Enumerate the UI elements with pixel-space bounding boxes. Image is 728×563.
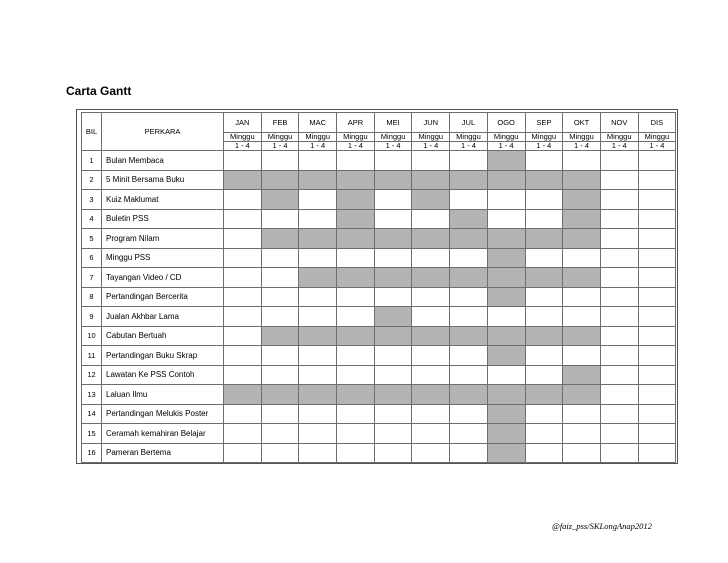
gantt-bar-cell [563,268,601,288]
gantt-bar-cell [224,385,262,405]
week-label: Minggu [600,133,638,142]
gantt-bar-cell [525,385,563,405]
gantt-empty-cell [487,365,525,385]
gantt-empty-cell [600,268,638,288]
gantt-empty-cell [487,209,525,229]
gantt-empty-cell [224,346,262,366]
gantt-empty-cell [224,443,262,463]
gantt-empty-cell [261,424,299,444]
gantt-bar-cell [412,229,450,249]
month-header-apr: APR [337,113,375,133]
gantt-empty-cell [374,248,412,268]
task-name: Buletin PSS [102,209,224,229]
gantt-bar-cell [261,190,299,210]
gantt-empty-cell [261,443,299,463]
gantt-empty-cell [374,190,412,210]
gantt-bar-cell [261,326,299,346]
gantt-empty-cell [261,365,299,385]
week-range: 1 - 4 [261,142,299,151]
gantt-empty-cell [224,307,262,327]
gantt-bar-cell [487,268,525,288]
gantt-empty-cell [374,365,412,385]
gantt-empty-cell [299,346,337,366]
gantt-empty-cell [563,404,601,424]
gantt-bar-cell [563,190,601,210]
gantt-bar-cell [450,209,488,229]
gantt-empty-cell [525,404,563,424]
gantt-empty-cell [337,443,375,463]
task-name: Laluan Ilmu [102,385,224,405]
gantt-empty-cell [299,287,337,307]
gantt-empty-cell [299,443,337,463]
week-range: 1 - 4 [600,142,638,151]
gantt-empty-cell [299,190,337,210]
month-header-mei: MEI [374,113,412,133]
gantt-empty-cell [600,287,638,307]
gantt-empty-cell [638,424,676,444]
task-number: 14 [82,404,102,424]
gantt-empty-cell [374,443,412,463]
week-range: 1 - 4 [487,142,525,151]
gantt-empty-cell [600,229,638,249]
week-label: Minggu [374,133,412,142]
gantt-empty-cell [261,248,299,268]
gantt-bar-cell [337,190,375,210]
month-header-dis: DIS [638,113,676,133]
gantt-bar-cell [487,404,525,424]
task-number: 12 [82,365,102,385]
gantt-empty-cell [563,248,601,268]
gantt-empty-cell [600,404,638,424]
gantt-empty-cell [412,151,450,171]
month-header-sep: SEP [525,113,563,133]
gantt-bar-cell [487,346,525,366]
gantt-bar-cell [487,326,525,346]
gantt-bar-cell [450,326,488,346]
table-row [82,443,676,463]
gantt-empty-cell [600,385,638,405]
gantt-empty-cell [412,443,450,463]
gantt-empty-cell [525,209,563,229]
table-row [82,268,676,288]
gantt-empty-cell [412,307,450,327]
gantt-empty-cell [337,248,375,268]
week-range: 1 - 4 [337,142,375,151]
table-row [82,404,676,424]
week-label: Minggu [487,133,525,142]
gantt-empty-cell [412,209,450,229]
gantt-empty-cell [638,365,676,385]
gantt-empty-cell [412,287,450,307]
week-range: 1 - 4 [224,142,262,151]
gantt-empty-cell [638,326,676,346]
gantt-bar-cell [487,229,525,249]
gantt-empty-cell [525,424,563,444]
gantt-bar-cell [374,385,412,405]
page-title: Carta Gantt [66,84,132,98]
table-row [82,190,676,210]
gantt-bar-cell [412,190,450,210]
gantt-empty-cell [600,443,638,463]
gantt-bar-cell [487,424,525,444]
task-name: Lawatan Ke PSS Contoh [102,365,224,385]
gantt-empty-cell [224,424,262,444]
table-row [82,326,676,346]
gantt-bar-cell [450,268,488,288]
gantt-empty-cell [450,151,488,171]
task-name: Cabutan Bertuah [102,326,224,346]
table-row [82,151,676,171]
gantt-empty-cell [563,307,601,327]
gantt-bar-cell [563,209,601,229]
gantt-empty-cell [261,307,299,327]
gantt-empty-cell [299,151,337,171]
task-name: Jualan Akhbar Lama [102,307,224,327]
gantt-bar-cell [487,443,525,463]
gantt-bar-cell [374,229,412,249]
gantt-empty-cell [525,190,563,210]
gantt-empty-cell [600,151,638,171]
gantt-empty-cell [299,404,337,424]
gantt-empty-cell [525,287,563,307]
gantt-bar-cell [525,268,563,288]
gantt-empty-cell [261,151,299,171]
gantt-bar-cell [224,170,262,190]
gantt-empty-cell [600,209,638,229]
footer-credit: @faiz_pss/SKLongAnap2012 [552,521,652,531]
gantt-bar-cell [374,170,412,190]
gantt-bar-cell [261,229,299,249]
week-range: 1 - 4 [563,142,601,151]
gantt-empty-cell [600,424,638,444]
gantt-bar-cell [412,326,450,346]
week-range: 1 - 4 [450,142,488,151]
gantt-bar-cell [563,326,601,346]
gantt-empty-cell [525,248,563,268]
gantt-empty-cell [261,209,299,229]
gantt-empty-cell [600,326,638,346]
table-row [82,365,676,385]
gantt-bar-cell [450,229,488,249]
task-name: Minggu PSS [102,248,224,268]
week-label: Minggu [525,133,563,142]
gantt-bar-cell [412,385,450,405]
gantt-empty-cell [450,346,488,366]
gantt-empty-cell [450,287,488,307]
gantt-empty-cell [487,190,525,210]
gantt-empty-cell [224,287,262,307]
gantt-empty-cell [600,307,638,327]
gantt-bar-cell [337,326,375,346]
gantt-bar-cell [261,170,299,190]
task-number: 11 [82,346,102,366]
task-name: Program Nilam [102,229,224,249]
gantt-bar-cell [299,385,337,405]
gantt-empty-cell [525,346,563,366]
task-number: 3 [82,190,102,210]
gantt-empty-cell [337,151,375,171]
week-range: 1 - 4 [638,142,676,151]
gantt-bar-cell [563,365,601,385]
week-label: Minggu [224,133,262,142]
gantt-empty-cell [563,424,601,444]
task-number: 13 [82,385,102,405]
gantt-empty-cell [224,404,262,424]
gantt-empty-cell [261,346,299,366]
gantt-empty-cell [600,346,638,366]
gantt-bar-cell [299,268,337,288]
column-header-perkara: PERKARA [102,113,224,151]
gantt-empty-cell [374,424,412,444]
month-header-okt: OKT [563,113,601,133]
week-range: 1 - 4 [412,142,450,151]
week-label: Minggu [261,133,299,142]
week-label: Minggu [638,133,676,142]
table-row [82,287,676,307]
gantt-empty-cell [450,307,488,327]
gantt-bar-cell [487,287,525,307]
gantt-empty-cell [299,209,337,229]
gantt-empty-cell [374,287,412,307]
gantt-bar-cell [563,229,601,249]
gantt-empty-cell [487,307,525,327]
week-range: 1 - 4 [525,142,563,151]
task-name: Pertandingan Melukis Poster [102,404,224,424]
task-number: 16 [82,443,102,463]
task-number: 7 [82,268,102,288]
gantt-empty-cell [525,151,563,171]
gantt-bar-cell [374,326,412,346]
gantt-empty-cell [638,268,676,288]
gantt-empty-cell [563,287,601,307]
gantt-empty-cell [412,424,450,444]
gantt-empty-cell [337,404,375,424]
gantt-bar-cell [337,229,375,249]
month-header-jan: JAN [224,113,262,133]
gantt-empty-cell [525,307,563,327]
gantt-empty-cell [450,248,488,268]
gantt-bar-cell [412,170,450,190]
gantt-empty-cell [600,170,638,190]
table-row [82,229,676,249]
week-label: Minggu [299,133,337,142]
gantt-empty-cell [337,307,375,327]
gantt-empty-cell [224,229,262,249]
gantt-empty-cell [638,443,676,463]
gantt-empty-cell [261,404,299,424]
gantt-empty-cell [450,190,488,210]
week-label: Minggu [412,133,450,142]
task-name: Pertandingan Bercerita [102,287,224,307]
gantt-empty-cell [450,424,488,444]
gantt-empty-cell [525,443,563,463]
week-range: 1 - 4 [374,142,412,151]
gantt-bar-cell [487,170,525,190]
gantt-empty-cell [450,365,488,385]
gantt-empty-cell [638,404,676,424]
gantt-empty-cell [638,346,676,366]
gantt-empty-cell [638,287,676,307]
gantt-bar-cell [563,385,601,405]
task-number: 5 [82,229,102,249]
month-header-ogo: OGO [487,113,525,133]
gantt-empty-cell [374,151,412,171]
task-name: Ceramah kemahiran Belajar [102,424,224,444]
month-header-jun: JUN [412,113,450,133]
gantt-empty-cell [450,404,488,424]
gantt-bar-cell [337,385,375,405]
gantt-empty-cell [224,248,262,268]
task-number: 9 [82,307,102,327]
gantt-empty-cell [374,404,412,424]
gantt-empty-cell [638,248,676,268]
month-header-nov: NOV [600,113,638,133]
week-label: Minggu [450,133,488,142]
table-row [82,209,676,229]
gantt-empty-cell [638,209,676,229]
task-number: 1 [82,151,102,171]
gantt-bar-cell [337,209,375,229]
month-header-mac: MAC [299,113,337,133]
gantt-bar-cell [487,385,525,405]
task-name: Kuiz Maklumat [102,190,224,210]
gantt-empty-cell [261,287,299,307]
gantt-empty-cell [299,365,337,385]
task-number: 6 [82,248,102,268]
gantt-bar-cell [374,268,412,288]
gantt-empty-cell [412,365,450,385]
gantt-empty-cell [337,346,375,366]
gantt-empty-cell [337,424,375,444]
gantt-empty-cell [638,307,676,327]
gantt-empty-cell [374,346,412,366]
gantt-bar-cell [337,268,375,288]
task-name: Pameran Bertema [102,443,224,463]
gantt-empty-cell [412,404,450,424]
gantt-empty-cell [412,248,450,268]
gantt-empty-cell [224,365,262,385]
task-number: 4 [82,209,102,229]
gantt-empty-cell [600,365,638,385]
gantt-empty-cell [299,248,337,268]
gantt-bar-cell [487,248,525,268]
gantt-empty-cell [261,268,299,288]
gantt-bar-cell [563,170,601,190]
week-label: Minggu [337,133,375,142]
task-name: Tayangan Video / CD [102,268,224,288]
gantt-empty-cell [638,170,676,190]
gantt-empty-cell [337,365,375,385]
gantt-empty-cell [563,151,601,171]
gantt-empty-cell [600,248,638,268]
gantt-bar-cell [337,170,375,190]
gantt-empty-cell [638,385,676,405]
table-row [82,424,676,444]
task-number: 15 [82,424,102,444]
gantt-bar-cell [525,326,563,346]
task-number: 10 [82,326,102,346]
gantt-empty-cell [299,307,337,327]
gantt-empty-cell [224,151,262,171]
gantt-empty-cell [299,424,337,444]
gantt-bar-cell [525,229,563,249]
gantt-empty-cell [450,443,488,463]
column-header-bil: BIL [82,113,102,151]
gantt-table [81,112,676,463]
gantt-bar-cell [261,385,299,405]
task-number: 2 [82,170,102,190]
gantt-bar-cell [450,170,488,190]
gantt-empty-cell [638,151,676,171]
gantt-bar-cell [487,151,525,171]
month-header-jul: JUL [450,113,488,133]
table-row [82,248,676,268]
gantt-empty-cell [525,365,563,385]
gantt-bar-cell [299,326,337,346]
gantt-empty-cell [374,209,412,229]
table-row [82,307,676,327]
gantt-empty-cell [600,190,638,210]
gantt-empty-cell [224,209,262,229]
week-label: Minggu [563,133,601,142]
task-name: 5 Minit Bersama Buku [102,170,224,190]
week-range: 1 - 4 [299,142,337,151]
task-name: Bulan Membaca [102,151,224,171]
gantt-bar-cell [374,307,412,327]
gantt-bar-cell [299,170,337,190]
gantt-empty-cell [638,229,676,249]
table-row [82,346,676,366]
month-header-feb: FEB [261,113,299,133]
gantt-bar-cell [299,229,337,249]
gantt-empty-cell [224,268,262,288]
gantt-bar-cell [525,170,563,190]
gantt-bar-cell [412,268,450,288]
gantt-empty-cell [638,190,676,210]
gantt-empty-cell [412,346,450,366]
task-name: Pertandingan Buku Skrap [102,346,224,366]
gantt-empty-cell [563,346,601,366]
gantt-bar-cell [450,385,488,405]
gantt-empty-cell [563,443,601,463]
gantt-empty-cell [224,190,262,210]
table-row [82,170,676,190]
gantt-empty-cell [337,287,375,307]
task-number: 8 [82,287,102,307]
gantt-empty-cell [224,326,262,346]
table-row [82,385,676,405]
